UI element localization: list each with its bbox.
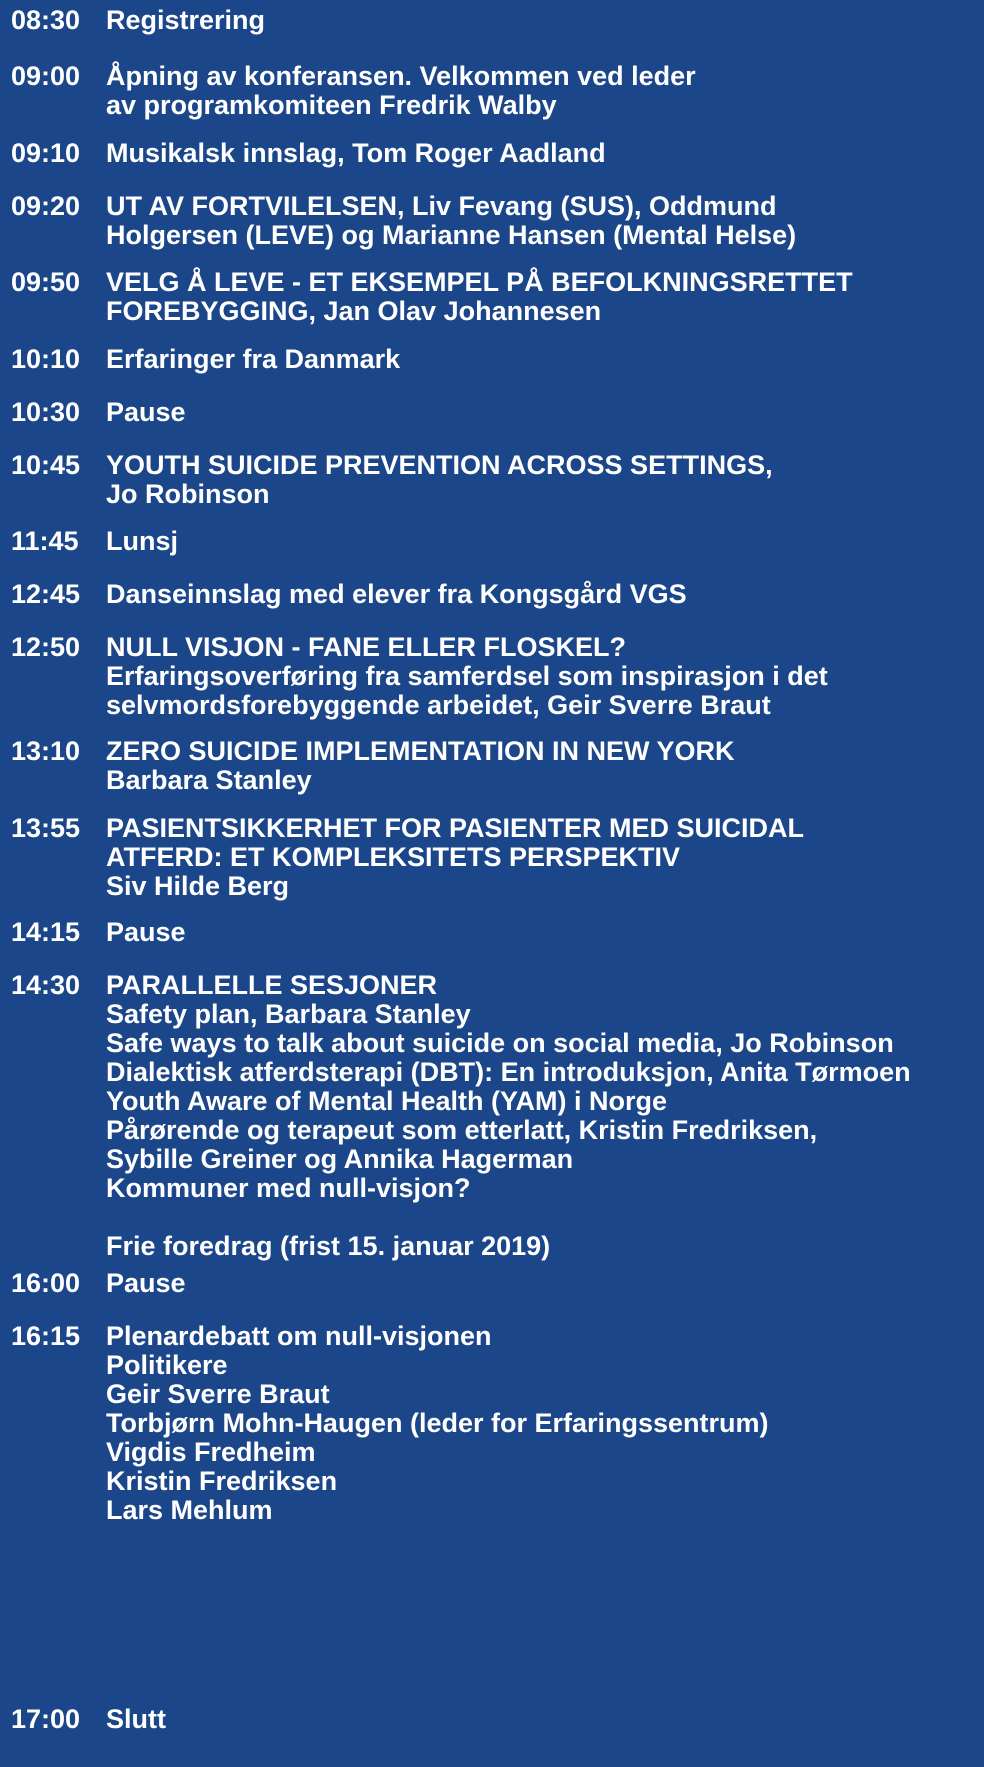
entry-content	[106, 1269, 984, 1298]
entry-line: NULL VISJON - FANE ELLER FLOSKEL?	[106, 632, 627, 662]
entry-content	[106, 918, 984, 947]
entry-line: Registrering	[106, 5, 266, 35]
entry-line	[106, 1203, 984, 1232]
entry-line: Pause	[106, 1268, 186, 1298]
entry-content	[106, 345, 984, 374]
entry-line: av programkomiteen Fredrik Walby	[106, 90, 557, 120]
entry-time: 14:30	[11, 970, 81, 1000]
entry-line: Sybille Greiner og Annika Hagerman	[106, 1144, 574, 1174]
entry-line: Pause	[106, 917, 186, 947]
entry-line: Frie foredrag (frist 15. januar 2019)	[106, 1231, 551, 1261]
schedule-entry	[11, 1705, 984, 1734]
entry-line: Holgersen (LEVE) og Marianne Hansen (Mental Helse)	[106, 220, 797, 250]
entry-time: 09:10	[11, 138, 81, 168]
entry-line: ATFERD: ET KOMPLEKSITETS PERSPEKTIV	[106, 842, 681, 872]
schedule-entry	[11, 1269, 984, 1298]
entry-line: YOUTH SUICIDE PREVENTION ACROSS SETTINGS,	[106, 450, 773, 480]
entry-time: 09:20	[11, 191, 81, 221]
schedule-entry	[11, 268, 984, 326]
entry-line: Safe ways to talk about suicide on social media, Jo Robinson	[106, 1028, 894, 1058]
entry-line: Slutt	[106, 1704, 166, 1734]
entry-line: UT AV FORTVILELSEN, Liv Fevang (SUS), Oddmund	[106, 191, 777, 221]
entry-time: 14:15	[11, 917, 81, 947]
entry-line: Torbjørn Mohn-Haugen (leder for Erfaringssentrum)	[106, 1408, 769, 1438]
entry-line: Erfaringsoverføring fra samferdsel som inspirasjon i det	[106, 661, 828, 691]
entry-content	[106, 451, 984, 509]
schedule-entry	[11, 345, 984, 374]
entry-content	[106, 398, 984, 427]
entry-content	[106, 737, 984, 795]
entry-time: 10:45	[11, 450, 81, 480]
entry-line: Pårørende og terapeut som etterlatt, Kristin Fredriksen,	[106, 1115, 818, 1145]
entry-line: Kristin Fredriksen	[106, 1466, 338, 1496]
entry-line: Safety plan, Barbara Stanley	[106, 999, 471, 1029]
entry-line: Danseinnslag med elever fra Kongsgård VGS	[106, 579, 687, 609]
entry-line: Jo Robinson	[106, 479, 270, 509]
entry-time: 10:10	[11, 344, 81, 374]
schedule-entry	[11, 527, 984, 556]
entry-line: Kommuner med null-visjon?	[106, 1173, 471, 1203]
entry-content	[106, 814, 984, 901]
entry-content	[106, 971, 984, 1261]
entry-content	[106, 1705, 984, 1734]
entry-content	[106, 62, 984, 120]
entry-line: Geir Sverre Braut	[106, 1379, 330, 1409]
entry-line: Åpning av konferansen. Velkommen ved leder	[106, 61, 696, 91]
entry-line: Siv Hilde Berg	[106, 871, 290, 901]
schedule-entry	[11, 737, 984, 795]
entry-content	[106, 527, 984, 556]
entry-line: Lunsj	[106, 526, 178, 556]
entry-time: 11:45	[11, 526, 79, 556]
entry-content	[106, 1322, 984, 1525]
entry-line: Lars Mehlum	[106, 1495, 273, 1525]
schedule-entry	[11, 192, 984, 250]
entry-time: 16:00	[11, 1268, 81, 1298]
entry-time: 09:50	[11, 267, 81, 297]
entry-content	[106, 192, 984, 250]
entry-line: ZERO SUICIDE IMPLEMENTATION IN NEW YORK	[106, 736, 735, 766]
entry-time: 12:50	[11, 632, 81, 662]
entry-content	[106, 139, 984, 168]
schedule-entry	[11, 451, 984, 509]
schedule-entry	[11, 398, 984, 427]
schedule-entry	[11, 971, 984, 1261]
entry-time: 09:00	[11, 61, 81, 91]
entry-line: PARALLELLE SESJONER	[106, 970, 438, 1000]
schedule-entry	[11, 1322, 984, 1525]
entry-line: PASIENTSIKKERHET FOR PASIENTER MED SUICIDAL	[106, 813, 805, 843]
entry-time: 08:30	[11, 5, 81, 35]
entry-content	[106, 268, 984, 326]
schedule-entry	[11, 580, 984, 609]
schedule-entry	[11, 6, 984, 35]
entry-line: Erfaringer fra Danmark	[106, 344, 401, 374]
schedule-entry	[11, 633, 984, 720]
entry-line: Dialektisk atferdsterapi (DBT): En introduksjon, Anita Tørmoen	[106, 1057, 911, 1087]
entry-content	[106, 633, 984, 720]
schedule-entry	[11, 918, 984, 947]
schedule-entry	[11, 62, 984, 120]
entry-time: 13:55	[11, 813, 81, 843]
schedule-entry	[11, 139, 984, 168]
entry-line: VELG Å LEVE - ET EKSEMPEL PÅ BEFOLKNINGSRETTET	[106, 267, 853, 297]
entry-line: Barbara Stanley	[106, 765, 312, 795]
entry-line: FOREBYGGING, Jan Olav Johannesen	[106, 296, 602, 326]
entry-content	[106, 580, 984, 609]
entry-line: Youth Aware of Mental Health (YAM) i Norge	[106, 1086, 668, 1116]
schedule-entry	[11, 814, 984, 901]
entry-content	[106, 6, 984, 35]
entry-time: 12:45	[11, 579, 81, 609]
entry-time: 17:00	[11, 1704, 81, 1734]
entry-line: Politikere	[106, 1350, 228, 1380]
entry-time: 10:30	[11, 397, 81, 427]
entry-line: selvmordsforebyggende arbeidet, Geir Sverre Braut	[106, 690, 771, 720]
entry-time: 13:10	[11, 736, 81, 766]
entry-line: Vigdis Fredheim	[106, 1437, 316, 1467]
entry-line: Plenardebatt om null-visjonen	[106, 1321, 492, 1351]
entry-time: 16:15	[11, 1321, 81, 1351]
entry-line: Musikalsk innslag, Tom Roger Aadland	[106, 138, 606, 168]
entry-line: Pause	[106, 397, 186, 427]
